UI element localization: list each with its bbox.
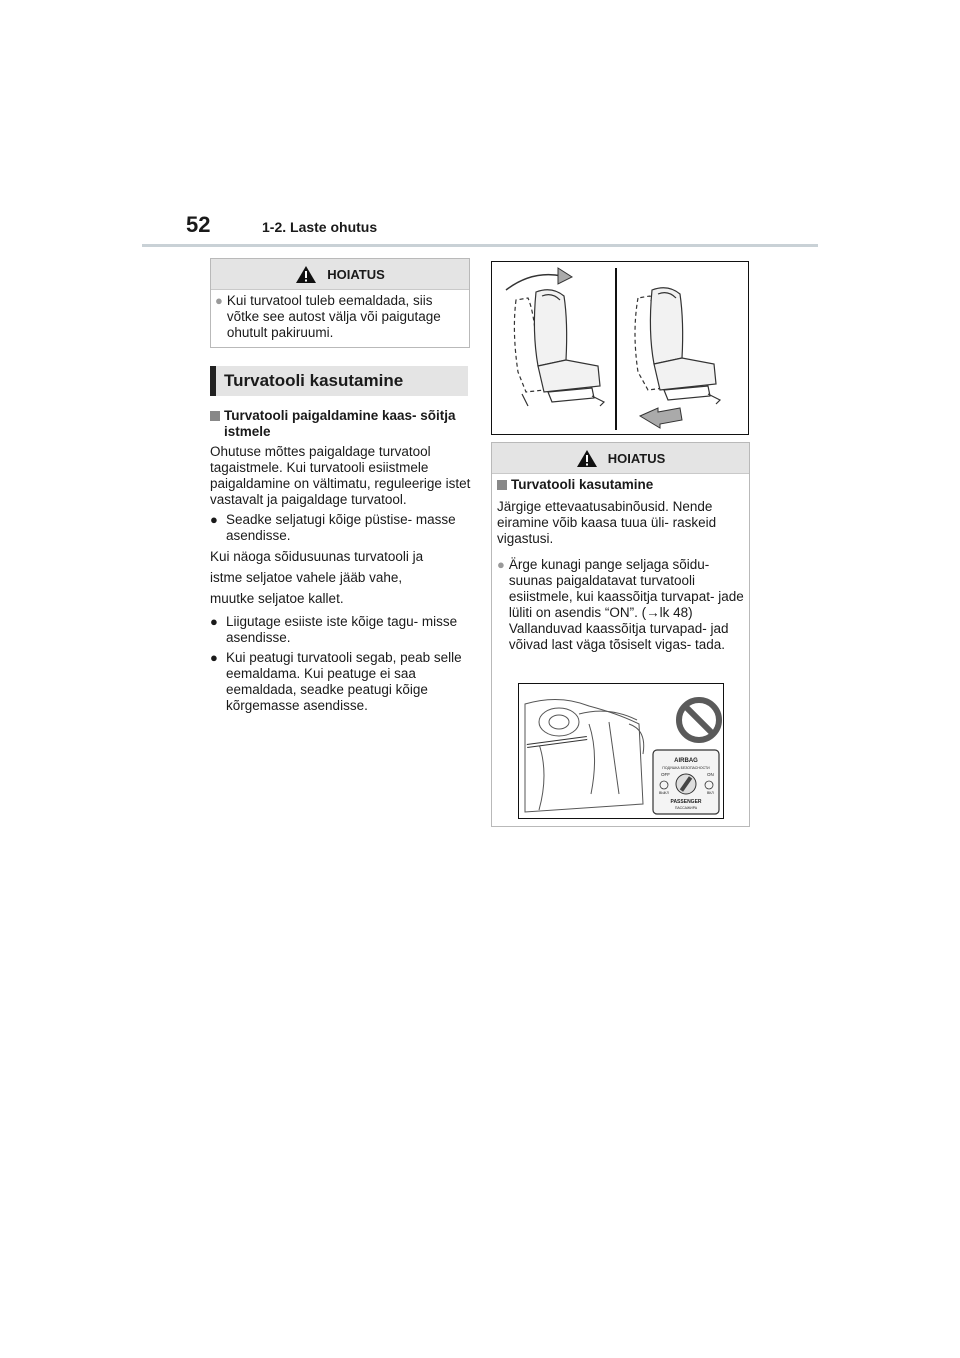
on-ru-label: ВКЛ	[707, 791, 714, 795]
section-heading	[210, 366, 468, 396]
heading-bar	[210, 366, 216, 396]
page-number: 52	[186, 212, 211, 237]
warning-title: HOIATUS	[607, 450, 666, 466]
warning-subheading-text: Turvatooli kasutamine	[511, 477, 654, 492]
paragraph-2-line-2: istme seljatoe vahele jääb vahe,	[210, 570, 403, 585]
warning-item-text: Ärge kunagi pange seljaga sõidu- suunas paigaldatavat turvatooli esiistmele, kui kaassõitja turvapat- jade lüliti on asendis “ON”. (→lk 48) Vallanduvad kaassõitja turvapad- jad võivad last väga tõsiselt vigas- tada.	[508, 557, 744, 652]
paragraph-2-line-3: muutke seljatoe kallet.	[210, 591, 344, 606]
bullet-text: Liigutage esiiste iste kõige tagu- misse asendisse.	[226, 614, 458, 645]
bullet-dot-icon: ●	[497, 557, 505, 572]
warning-title: HOIATUS	[327, 266, 385, 282]
square-bullet-icon	[210, 411, 220, 421]
bullet-text: Kui peatugi turvatooli segab, peab selle eemaldama. Kui peatuge ei saa eemaldada, seadke peatugi kõige kõrgemasse asendisse.	[226, 650, 462, 713]
off-label: OFF	[661, 772, 670, 777]
bullet-dot-icon: ●	[210, 650, 218, 665]
subheading-text: Turvatooli paigaldamine kaas- sõitja istmele	[224, 408, 456, 439]
bullet-dot-icon: ●	[215, 293, 223, 308]
bullet-text: Seadke seljatugi kõige püstise- masse asendisse.	[226, 512, 456, 543]
heading-text: Turvatooli kasutamine	[224, 371, 404, 390]
warning-item	[215, 293, 465, 341]
warning-triangle-icon	[576, 449, 598, 468]
on-label: ON	[707, 772, 714, 777]
warning-box-1	[210, 258, 470, 348]
airbag-switch-figure	[518, 683, 724, 819]
passenger-ru-label: ПАССАЖИРА	[674, 806, 698, 810]
airbag-sublabel: ПОДУШКА БЕЗОПАСНОСТИ	[662, 766, 710, 770]
header-divider	[142, 244, 818, 247]
square-bullet-icon	[497, 480, 507, 490]
bullet-item-2	[210, 614, 472, 646]
warning-header	[211, 259, 469, 290]
passenger-label: PASSENGER	[670, 799, 702, 805]
off-ru-label: ВЫКЛ	[659, 791, 669, 795]
bullet-item-3	[210, 650, 472, 714]
warning-triangle-icon	[295, 265, 317, 284]
warning-intro: Järgige ettevaatusabinõusid. Nende eiramine võib kaasa tuua üli- raskeid vigastusi.	[497, 499, 717, 546]
subheading	[210, 408, 470, 440]
warning-header	[492, 443, 749, 474]
paragraph-1: Ohutuse mõttes paigaldage turvatool tagaistmele. Kui turvatooli esiistmele paigaldamine on vältimatu, reguleerige istet vastavalt ja paigaldage turvatool.	[210, 444, 471, 507]
bullet-item-1	[210, 512, 472, 544]
section-title: 1-2. Laste ohutus	[262, 219, 378, 235]
airbag-label: AIRBAG	[674, 758, 698, 764]
paragraph-2-line-1: Kui näoga sõidusuunas turvatooli ja	[210, 549, 424, 564]
bullet-dot-icon: ●	[210, 512, 218, 527]
bullet-dot-icon: ●	[210, 614, 218, 629]
warning-text: Kui turvatool tuleb eemaldada, siis võtke see autost välja või paigutage ohutult pakiruumi.	[226, 293, 441, 340]
warning-subheading	[497, 477, 745, 493]
airbag-illustration	[519, 684, 723, 818]
warning-box-2	[491, 442, 750, 827]
warning-item	[497, 557, 745, 653]
seat-adjustment-figure	[491, 261, 749, 435]
seat-illustration	[492, 262, 748, 434]
